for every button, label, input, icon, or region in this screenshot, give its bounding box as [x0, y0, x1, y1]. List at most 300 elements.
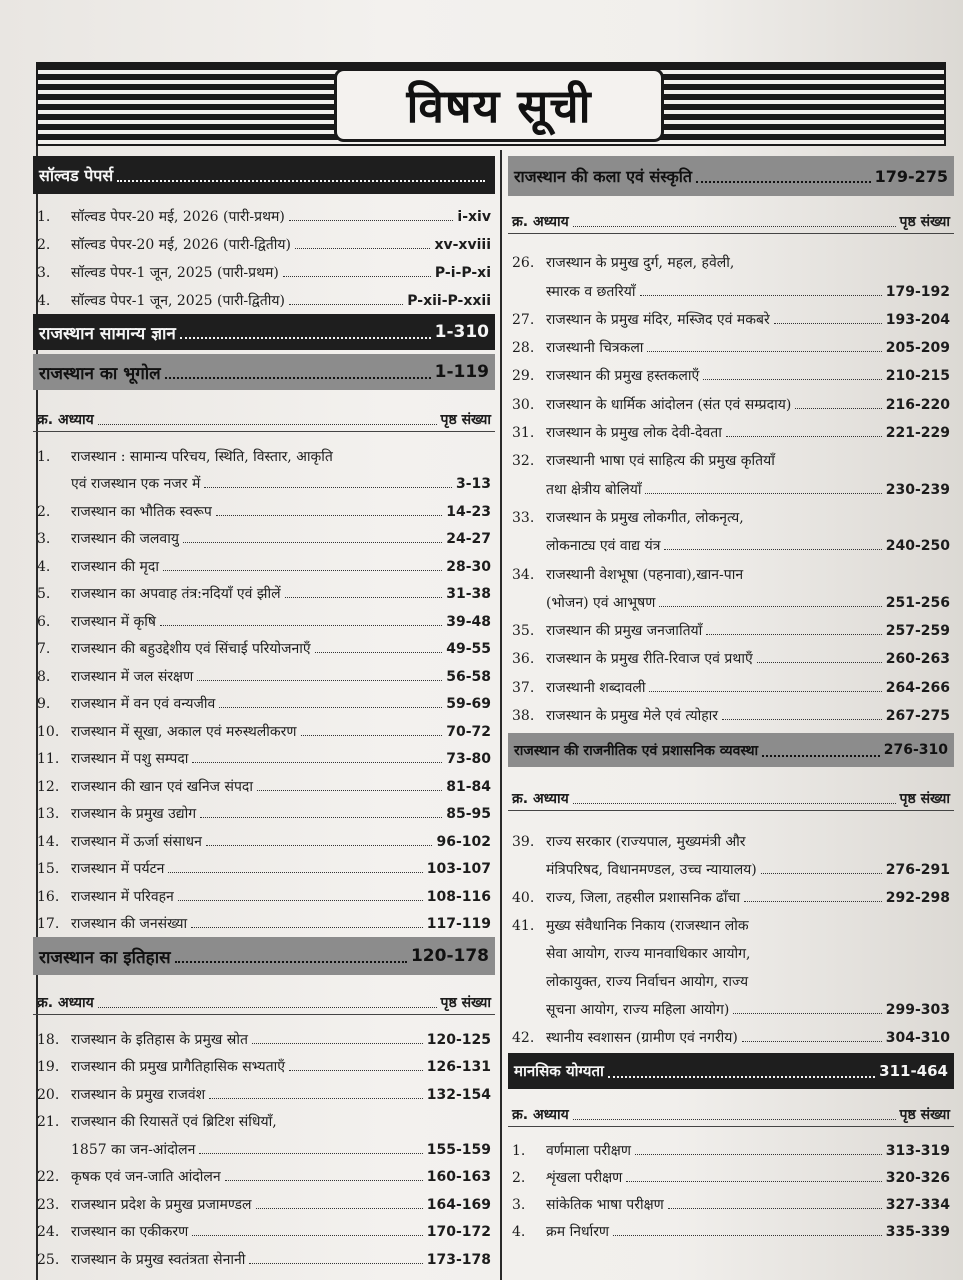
left-column — [33, 156, 495, 1269]
section-title: राजस्थान सामान्य ज्ञान — [39, 323, 176, 344]
toc-entry — [33, 1104, 495, 1132]
entry-title: राजस्थान की मृदा — [71, 558, 159, 575]
leader-dots — [706, 634, 881, 635]
toc-entry — [508, 697, 954, 725]
entry-page-range: 216-220 — [885, 396, 950, 413]
toc-entry — [33, 768, 495, 796]
entry-number: 32. — [512, 453, 535, 470]
entry-title: स्थानीय स्वशासन (ग्रामीण एवं नगरीय) — [546, 1030, 738, 1047]
leader-dots — [197, 680, 442, 681]
column-header-chapter: क्र. अध्याय — [512, 214, 569, 230]
entry-title: राजस्थान : सामान्य परिचय, स्थिति, विस्तार, आकृति — [71, 448, 333, 465]
section-page-range: 1-119 — [434, 362, 489, 382]
spacer — [508, 767, 954, 783]
spacer — [508, 234, 954, 244]
entry-page-range: 170-172 — [426, 1224, 491, 1240]
entry-title: राज्य, जिला, तहसील प्रशासनिक ढाँचा — [546, 890, 741, 907]
leader-dots — [163, 570, 442, 571]
entry-number: 34. — [512, 566, 535, 583]
entry-number: 10. — [37, 723, 60, 740]
right-column — [508, 156, 954, 1241]
entry-number: 2. — [37, 237, 51, 253]
entry-page-range: 103-107 — [426, 861, 491, 877]
entry-title: लोकनाट्य एवं वाद्य यंत्र — [546, 538, 661, 555]
entry-title: राजस्थानी शब्दावली — [546, 679, 646, 696]
entry-number: 23. — [37, 1196, 60, 1213]
entry-title: तथा क्षेत्रीय बोलियाँ — [546, 481, 642, 498]
entry-number: 14. — [37, 833, 60, 850]
entry-number: 9. — [37, 696, 51, 712]
entry-number: 19. — [37, 1059, 60, 1075]
entry-number: 21. — [37, 1114, 60, 1130]
entry-title: राजस्थान में कृषि — [71, 613, 156, 630]
toc-entry — [508, 907, 954, 935]
entry-page-range: 257-259 — [885, 623, 950, 640]
entry-page-range: 132-154 — [426, 1086, 491, 1103]
toc-entry — [33, 1186, 495, 1214]
entry-page-range: 299-303 — [885, 1002, 950, 1019]
entry-page-range: 28-30 — [446, 558, 491, 575]
entry-number: 41. — [512, 918, 535, 935]
entry-page-range: 96-102 — [436, 833, 491, 850]
leader-dots — [285, 597, 443, 598]
leader-dots — [199, 1153, 422, 1154]
entry-number: 39. — [512, 834, 535, 851]
leader-dots — [98, 424, 437, 425]
toc-entry — [33, 493, 495, 521]
section-heading — [508, 156, 954, 196]
leader-dots — [192, 1235, 422, 1236]
entry-number: 3. — [37, 265, 51, 281]
entry-title: सॉल्वड पेपर-1 जून, 2025 (पारी-प्रथम) — [71, 265, 279, 281]
column-header — [33, 406, 495, 432]
toc-entry — [33, 1159, 495, 1187]
toc-entry — [508, 414, 954, 442]
leader-dots — [703, 379, 881, 380]
spacer — [33, 390, 495, 406]
toc-entry — [33, 906, 495, 934]
entry-number: 20. — [37, 1086, 60, 1103]
entry-page-range: 160-163 — [426, 1169, 491, 1185]
toc-entry — [508, 963, 954, 991]
leader-dots — [209, 1098, 423, 1099]
toc-entry — [33, 576, 495, 604]
entry-number: 4. — [37, 293, 51, 309]
toc-entry — [508, 935, 954, 963]
entry-page-range: P-i-P-xi — [434, 265, 491, 281]
entry-page-range: 179-192 — [885, 283, 950, 300]
leader-dots — [640, 295, 882, 296]
entry-title: राजस्थान के प्रमुख राजवंश — [71, 1086, 206, 1103]
column-header-chapter: क्र. अध्याय — [512, 791, 569, 808]
entry-number: 1. — [37, 209, 51, 225]
leader-dots — [295, 248, 431, 249]
entry-title: राजस्थान में ऊर्जा संसाधन — [71, 833, 202, 850]
toc-entry — [33, 823, 495, 851]
entry-number: 15. — [37, 861, 60, 877]
section-page-range: 311-464 — [879, 1062, 948, 1081]
entry-page-range: 260-263 — [885, 651, 950, 668]
toc-entry — [508, 1133, 954, 1160]
entry-number: 40. — [512, 890, 535, 907]
entry-title: राजस्थान में परिवहन — [71, 888, 174, 905]
entry-number: 30. — [512, 396, 535, 413]
leader-dots — [257, 790, 442, 791]
toc-entry — [33, 282, 495, 310]
entry-page-range: 230-239 — [885, 481, 950, 498]
entry-page-range: 210-215 — [885, 368, 950, 385]
entry-title: राजस्थान में पशु सम्पदा — [71, 751, 189, 767]
section-page-range: 120-178 — [410, 946, 489, 966]
entry-page-range: 164-169 — [426, 1196, 491, 1213]
column-header-page: पृष्ठ संख्या — [899, 1107, 950, 1124]
leader-dots — [168, 872, 422, 873]
entry-title: शृंखला परीक्षण — [546, 1170, 623, 1187]
leader-dots — [668, 1208, 882, 1209]
entry-number: 38. — [512, 708, 535, 725]
entry-number: 36. — [512, 651, 535, 668]
entry-number: 11. — [37, 751, 60, 767]
leader-dots — [204, 487, 452, 488]
entry-number: 42. — [512, 1030, 535, 1047]
toc-entry — [508, 1187, 954, 1214]
entry-page-range: 39-48 — [446, 613, 491, 630]
toc-entry — [33, 1021, 495, 1049]
section-heading — [33, 354, 495, 390]
entry-title: राजस्थान के इतिहास के प्रमुख स्रोत — [71, 1031, 249, 1048]
column-header-chapter: क्र. अध्याय — [512, 1107, 569, 1124]
column-header-chapter: क्र. अध्याय — [37, 412, 94, 428]
entry-number: 6. — [37, 613, 51, 630]
leader-dots — [206, 845, 433, 846]
entry-title: राजस्थान के प्रमुख उद्योग — [71, 806, 197, 822]
entry-page-range: 335-339 — [885, 1224, 950, 1241]
entry-page-range: 59-69 — [446, 696, 491, 712]
leader-dots — [191, 927, 423, 928]
leader-dots — [733, 1013, 881, 1014]
leader-dots — [608, 1076, 875, 1078]
entry-page-range: 56-58 — [446, 668, 491, 685]
entry-title: राजस्थान के प्रमुख मंदिर, मस्जिद एवं मकबरे — [546, 311, 770, 328]
entry-page-range: 267-275 — [885, 708, 950, 725]
toc-entry — [508, 357, 954, 385]
entry-page-range: xv-xviii — [434, 237, 491, 253]
entry-title: मंत्रिपरिषद, विधानमण्डल, उच्च न्यायालय) — [546, 862, 757, 879]
entry-title: राज्य सरकार (राज्यपाल, मुख्यमंत्री और — [546, 834, 746, 851]
section-page-range: 276-310 — [883, 742, 948, 759]
leader-dots — [175, 961, 407, 963]
entry-title: लोकायुक्त, राज्य निर्वाचन आयोग, राज्य — [546, 974, 749, 991]
section-title: राजस्थान की कला एवं संस्कृति — [514, 167, 693, 186]
column-header — [508, 1099, 954, 1127]
entry-number: 17. — [37, 916, 60, 932]
toc-entry — [508, 499, 954, 527]
entry-number: 33. — [512, 509, 535, 526]
entry-page-range: 240-250 — [885, 538, 950, 555]
entry-title: स्मारक व छतरियाँ — [546, 283, 636, 300]
leader-dots — [795, 408, 881, 409]
entry-number: 3. — [512, 1197, 526, 1214]
section-title: राजस्थान का इतिहास — [39, 947, 171, 968]
toc-entry — [33, 226, 495, 254]
leader-dots — [183, 542, 442, 543]
leader-dots — [315, 652, 443, 653]
toc-entry — [508, 527, 954, 555]
entry-number: 8. — [37, 668, 51, 685]
entry-title: राजस्थानी चित्रकला — [546, 340, 644, 357]
leader-dots — [696, 181, 871, 183]
toc-entry — [508, 385, 954, 413]
entry-page-range: 221-229 — [885, 425, 950, 442]
entry-title: राजस्थान के धार्मिक आंदोलन (संत एवं सम्प्रदाय) — [546, 396, 792, 413]
column-header-page: पृष्ठ संख्या — [440, 995, 491, 1011]
toc-entry — [508, 555, 954, 583]
leader-dots — [252, 1043, 423, 1044]
entry-title: राजस्थान के प्रमुख मेले एवं त्योहार — [546, 708, 719, 725]
leader-dots — [225, 1180, 423, 1181]
leader-dots — [165, 377, 431, 379]
toc-entry — [33, 198, 495, 226]
toc-entry — [508, 329, 954, 357]
toc-entry — [33, 548, 495, 576]
toc-entry — [508, 470, 954, 498]
entry-page-range: 126-131 — [426, 1059, 491, 1075]
entry-page-range: 251-256 — [885, 594, 950, 611]
toc-entry — [33, 713, 495, 741]
toc-entry — [508, 991, 954, 1019]
leader-dots — [160, 625, 442, 626]
entry-title: राजस्थान के प्रमुख स्वतंत्रता सेनानी — [71, 1251, 246, 1268]
column-header-page: पृष्ठ संख्या — [440, 412, 491, 428]
entry-title: मुख्य संवैधानिक निकाय (राजस्थान लोक — [546, 918, 749, 935]
entry-title: सॉल्वड पेपर-1 जून, 2025 (पारी-द्वितीय) — [71, 293, 285, 309]
leader-dots — [613, 1235, 882, 1236]
toc-entry — [508, 301, 954, 329]
entry-number: 25. — [37, 1251, 60, 1268]
leader-dots — [573, 226, 896, 227]
entry-title: राजस्थान के प्रमुख लोकगीत, लोकनृत्य, — [546, 509, 744, 526]
entry-page-range: 327-334 — [885, 1197, 950, 1214]
entry-title: राजस्थान में वन एवं वन्यजीव — [71, 696, 216, 712]
leader-dots — [289, 304, 403, 305]
entry-page-range: 276-291 — [885, 862, 950, 879]
leader-dots — [664, 549, 881, 550]
toc-entry — [508, 272, 954, 300]
entry-title: एवं राजस्थान एक नजर में — [71, 476, 201, 492]
toc-entry — [508, 1214, 954, 1241]
section-heading — [33, 937, 495, 975]
leader-dots — [647, 351, 881, 352]
toc-entry — [33, 741, 495, 769]
entry-page-range: 81-84 — [446, 778, 491, 795]
entry-page-range: 304-310 — [885, 1030, 950, 1047]
entry-page-range: 193-204 — [885, 311, 950, 328]
toc-entry — [508, 442, 954, 470]
section-heading — [33, 314, 495, 350]
leader-dots — [757, 662, 882, 663]
entry-title: राजस्थानी वेशभूषा (पहनावा),खान-पान — [546, 566, 744, 583]
entry-title: राजस्थानी भाषा एवं साहित्य की प्रमुख कृतियाँ — [546, 453, 775, 470]
entry-title: राजस्थान का भौतिक स्वरूप — [71, 503, 212, 520]
toc-entry — [33, 631, 495, 659]
toc-entry — [33, 1076, 495, 1104]
entry-title: राजस्थान में जल संरक्षण — [71, 668, 194, 685]
leader-dots — [180, 337, 431, 339]
column-header — [508, 206, 954, 234]
entry-title: राजस्थान का एकीकरण — [71, 1224, 189, 1240]
entry-title: राजस्थान की जलवायु — [71, 531, 179, 547]
entry-page-range: 264-266 — [885, 679, 950, 696]
spacer — [508, 1089, 954, 1099]
entry-title: राजस्थान की बहुउद्देशीय एवं सिंचाई परियोजनाएँ — [71, 641, 311, 657]
entry-number: 31. — [512, 425, 535, 442]
entry-number: 13. — [37, 806, 60, 822]
entry-page-range: 117-119 — [426, 916, 491, 932]
entry-page-range: P-xii-P-xxii — [407, 293, 491, 309]
toc-entry — [508, 668, 954, 696]
entry-title: राजस्थान प्रदेश के प्रमुख प्रजामण्डल — [71, 1196, 252, 1213]
entry-page-range: 108-116 — [426, 888, 491, 905]
entry-title: सूचना आयोग, राज्य महिला आयोग) — [546, 1002, 730, 1019]
entry-title: (भोजन) एवं आभूषण — [546, 594, 656, 611]
entry-title: राजस्थान का अपवाह तंत्र:नदियाँ एवं झीलें — [71, 586, 281, 602]
entry-title: वर्णमाला परीक्षण — [546, 1143, 631, 1160]
toc-entry — [33, 796, 495, 824]
entry-page-range: 173-178 — [426, 1251, 491, 1268]
entry-page-range: 3-13 — [455, 476, 491, 492]
section-title: सॉल्वड पेपर्स — [39, 166, 114, 185]
entry-number: 16. — [37, 888, 60, 905]
entry-title: राजस्थान की प्रमुख प्रागैतिहासिक सभ्यताएँ — [71, 1059, 285, 1075]
column-header-chapter: क्र. अध्याय — [37, 995, 94, 1011]
section-page-range: 1-310 — [434, 322, 489, 342]
toc-entry — [508, 1160, 954, 1187]
entry-title: कृषक एवं जन-जाति आंदोलन — [71, 1169, 221, 1185]
entry-title: सॉल्वड पेपर-20 मई, 2026 (पारी-द्वितीय) — [71, 237, 291, 253]
leader-dots — [249, 1263, 422, 1264]
page-title: विषय सूची — [406, 79, 592, 133]
toc-entry — [33, 658, 495, 686]
entry-title: सांकेतिक भाषा परीक्षण — [546, 1197, 664, 1214]
toc-entry — [508, 851, 954, 879]
entry-number: 4. — [512, 1224, 526, 1241]
toc-entry — [508, 244, 954, 272]
entry-number: 12. — [37, 778, 60, 795]
entry-title: 1857 का जन-आंदोलन — [71, 1141, 196, 1158]
column-divider — [500, 150, 502, 1280]
entry-number: 35. — [512, 623, 535, 640]
entry-title: क्रम निर्धारण — [546, 1224, 610, 1241]
entry-page-range: 155-159 — [426, 1141, 491, 1158]
column-header — [33, 989, 495, 1015]
toc-entry — [508, 1019, 954, 1047]
entry-number: 18. — [37, 1031, 60, 1048]
section-page-range: 179-275 — [874, 166, 948, 186]
leader-dots — [256, 1208, 423, 1209]
entry-title: राजस्थान की रियासतें एवं ब्रिटिश संधियाँ, — [71, 1114, 277, 1130]
entry-number: 3. — [37, 531, 51, 547]
entry-title: राजस्थान के प्रमुख लोक देवी-देवता — [546, 425, 722, 442]
spacer — [508, 725, 954, 733]
leader-dots — [117, 180, 485, 182]
entry-page-range: 31-38 — [446, 586, 491, 602]
section-heading — [508, 733, 954, 767]
leader-dots — [289, 1070, 423, 1071]
leader-dots — [635, 1154, 882, 1155]
entry-page-range: 120-125 — [426, 1031, 491, 1048]
entry-number: 37. — [512, 679, 535, 696]
leader-dots — [289, 220, 454, 221]
entry-number: 7. — [37, 641, 51, 657]
column-header — [508, 783, 954, 811]
entry-title: राजस्थान में सूखा, अकाल एवं मरुस्थलीकरण — [71, 723, 297, 740]
entry-number: 22. — [37, 1169, 60, 1185]
leader-dots — [659, 606, 881, 607]
entry-page-range: 85-95 — [446, 806, 491, 822]
leader-dots — [774, 323, 882, 324]
leader-dots — [726, 436, 882, 437]
leader-dots — [645, 493, 881, 494]
toc-entry — [33, 878, 495, 906]
leader-dots — [216, 515, 442, 516]
toc-entry — [33, 1049, 495, 1077]
spacer — [33, 975, 495, 989]
toc-entry — [508, 640, 954, 668]
toc-entry — [33, 438, 495, 466]
toc-entry — [33, 603, 495, 631]
leader-dots — [626, 1181, 882, 1182]
entry-page-range: 313-319 — [885, 1143, 950, 1160]
entry-number: 4. — [37, 558, 51, 575]
section-title: राजस्थान का भूगोल — [39, 363, 161, 384]
leader-dots — [744, 901, 882, 902]
entry-title: राजस्थान में पर्यटन — [71, 861, 165, 877]
leader-dots — [573, 803, 896, 804]
leader-dots — [283, 276, 431, 277]
leader-dots — [98, 1007, 437, 1008]
entry-page-range: i-xiv — [457, 209, 491, 225]
entry-title: सॉल्वड पेपर-20 मई, 2026 (पारी-प्रथम) — [71, 209, 285, 225]
toc-entry — [33, 686, 495, 714]
toc-entry — [33, 521, 495, 549]
leader-dots — [742, 1041, 882, 1042]
leader-dots — [761, 873, 882, 874]
entry-title: राजस्थान की खान एवं खनिज संपदा — [71, 778, 253, 795]
toc-entry — [33, 254, 495, 282]
entry-number: 1. — [37, 448, 51, 465]
entry-page-range: 70-72 — [446, 723, 491, 740]
entry-number: 24. — [37, 1224, 60, 1240]
toc-entry — [33, 466, 495, 494]
entry-number: 29. — [512, 368, 535, 385]
entry-page-range: 24-27 — [446, 531, 491, 547]
spacer — [508, 196, 954, 206]
entry-number: 2. — [512, 1170, 526, 1187]
entry-page-range: 49-55 — [446, 641, 491, 657]
toc-entry — [33, 1131, 495, 1159]
toc-entry — [33, 1214, 495, 1242]
entry-title: राजस्थान की प्रमुख हस्तकलाएँ — [546, 368, 700, 385]
entry-title: राजस्थान की प्रमुख जनजातियाँ — [546, 623, 703, 640]
entry-title: राजस्थान के प्रमुख दुर्ग, महल, हवेली, — [546, 255, 735, 272]
title-box — [334, 68, 664, 142]
leader-dots — [762, 755, 880, 757]
toc-entry — [508, 612, 954, 640]
toc-entry — [508, 584, 954, 612]
leader-dots — [301, 735, 443, 736]
entry-title: सेवा आयोग, राज्य मानवाधिकार आयोग, — [546, 946, 751, 963]
toc-entry — [508, 823, 954, 851]
